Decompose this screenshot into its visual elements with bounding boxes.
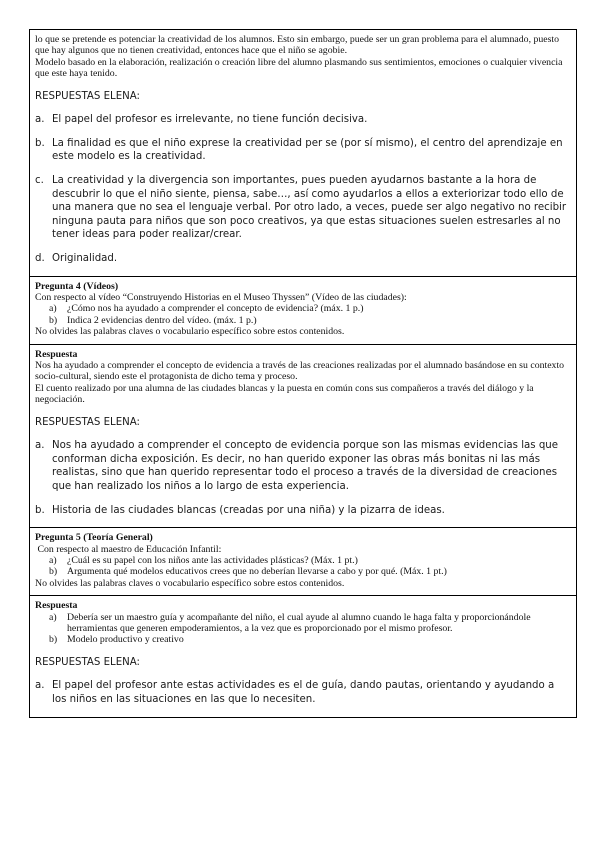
question-title: Pregunta 4 (Vídeos) <box>35 280 119 292</box>
intro-paragraph: lo que se pretende es potenciar la creatividad de los alumnos. Esto sin embargo, puede ser un gran problema para el alumnado, puesto que hay algunos que no tienen creatividad, entonces hace que el niño se agobie. <box>35 34 560 57</box>
answer-item <box>35 174 571 242</box>
response-5 <box>29 595 577 717</box>
answer-item <box>35 679 571 706</box>
question-item <box>35 555 571 566</box>
answer-text: Historia de las ciudades blancas (creadas por una niña) y la pizarra de ideas. <box>52 504 445 516</box>
response-item-label: a) <box>49 611 57 623</box>
question-title: Pregunta 5 (Teoría General) <box>35 532 153 544</box>
response-item-text: Modelo productivo y creativo <box>67 634 184 646</box>
answer-label: d. <box>35 252 45 264</box>
answer-label: a. <box>35 440 45 452</box>
question-intro: Con respecto al maestro de Educación Infantil: <box>35 543 222 555</box>
question-item-text: Indica 2 evidencias dentro del vídeo. (máx. 1 p.) <box>67 314 257 326</box>
intro-paragraph: Modelo basado en la elaboración, realización o creación libre del alumno plasmando sus sentimientos, emociones o cualquier vivencia que este haya tenido. <box>35 56 563 80</box>
answer-text: El papel del profesor ante estas actividades es el de guía, dando pautas, orientando y ayudando a los niños en las situaciones en las que lo necesiten. <box>52 680 555 706</box>
response-4 <box>29 344 577 528</box>
question-item-text: ¿Cuál es su papel con los niños ante las actividades plásticas? (Máx. 1 pt.) <box>67 555 358 566</box>
answer-text: La creatividad y la divergencia son importantes, pues pueden ayudarnos bastante a la hora de descubrir lo que el niño siente, piensa, sabe…, así como ayudarlos a ellos a exteriorizar todo ello de una manera que no sea el lenguaje verbal. Por otro lado, a veces, puede ser algo negativo no recibir ninguna pauta para niños que son poco creativos, ya que estas situaciones suelen estresarles al no tener ideas para poder realizar/crear. <box>52 175 567 241</box>
response-paragraph: Nos ha ayudado a comprender el concepto de evidencia a través de las creaciones realizadas por el alumnado basándose en su contexto socio-cultural, siendo este el protagonista de dicho tema y proceso. <box>35 360 565 383</box>
question-item-label: a) <box>49 303 57 315</box>
question-intro: Con respecto al vídeo “Construyendo Historias en el Museo Thyssen” (Vídeo de las ciudades): <box>35 291 407 303</box>
answer-item <box>35 252 571 266</box>
document-page <box>29 29 577 718</box>
question-5 <box>29 527 577 595</box>
section-continued-answer <box>29 29 577 276</box>
response-item <box>35 634 571 645</box>
answer-item <box>35 439 571 493</box>
answers-heading: RESPUESTAS ELENA: <box>35 416 140 428</box>
question-item <box>35 315 571 326</box>
answer-text: La finalidad es que el niño exprese la creatividad per se (por sí mismo), el centro del aprendizaje en este modelo es la creatividad. <box>52 137 563 163</box>
question-item-text: Argumenta qué modelos educativos crees que no deberían llevarse a cabo y por qué. (Máx. 1 pt.) <box>67 566 447 578</box>
answer-text: El papel del profesor es irrelevante, no tiene función decisiva. <box>52 114 368 126</box>
answer-label: b. <box>35 504 45 516</box>
answers-heading: RESPUESTAS ELENA: <box>35 90 140 102</box>
question-item-label: b) <box>49 566 58 578</box>
answers-heading: RESPUESTAS ELENA: <box>35 656 140 668</box>
answer-item <box>35 504 571 518</box>
answer-text: Nos ha ayudado a comprender el concepto de evidencia porque son las mismas evidencias las que conforman dicha exposición. Es decir, no han querido exponer las obras más bonitas ni las más realistas, sino que han querido representar todo el proceso a través de la diversidad de creaciones que han realizado los niños a lo largo de esta experiencia. <box>52 440 559 492</box>
intro-text <box>35 34 571 80</box>
answer-label: c. <box>35 175 44 186</box>
question-item-label: a) <box>49 555 57 566</box>
answer-text: Originalidad. <box>52 252 118 264</box>
answer-label: a. <box>35 680 45 692</box>
answer-item <box>35 113 571 127</box>
answer-label: b. <box>35 137 45 149</box>
response-item-label: b) <box>49 634 58 646</box>
question-item <box>35 566 571 577</box>
response-item <box>35 612 571 635</box>
question-item-label: b) <box>49 314 58 326</box>
answer-label: a. <box>35 114 45 126</box>
question-note: No olvides las palabras claves o vocabulario específico sobre estos contenidos. <box>35 577 345 589</box>
answer-item <box>35 137 571 164</box>
question-item-text: ¿Cómo nos ha ayudado a comprender el concepto de evidencia? (máx. 1 p.) <box>67 303 364 315</box>
response-item-text: Debería ser un maestro guía y acompañante del niño, el cual ayude al alumno cuando le haga falta y proporcionándole herramientas que generen empoderamientos, a la vez que es proporcionado por el mismo profesor. <box>67 611 531 635</box>
response-title: Respuesta <box>35 348 78 360</box>
response-title: Respuesta <box>35 600 78 612</box>
question-note: No olvides las palabras claves o vocabulario específico sobre estos contenidos. <box>35 326 345 338</box>
question-item <box>35 303 571 314</box>
question-4 <box>29 276 577 344</box>
response-paragraph: El cuento realizado por una alumna de las ciudades blancas y la puesta en común cons sus compañeros a través del diálogo y la negociación. <box>35 382 534 406</box>
